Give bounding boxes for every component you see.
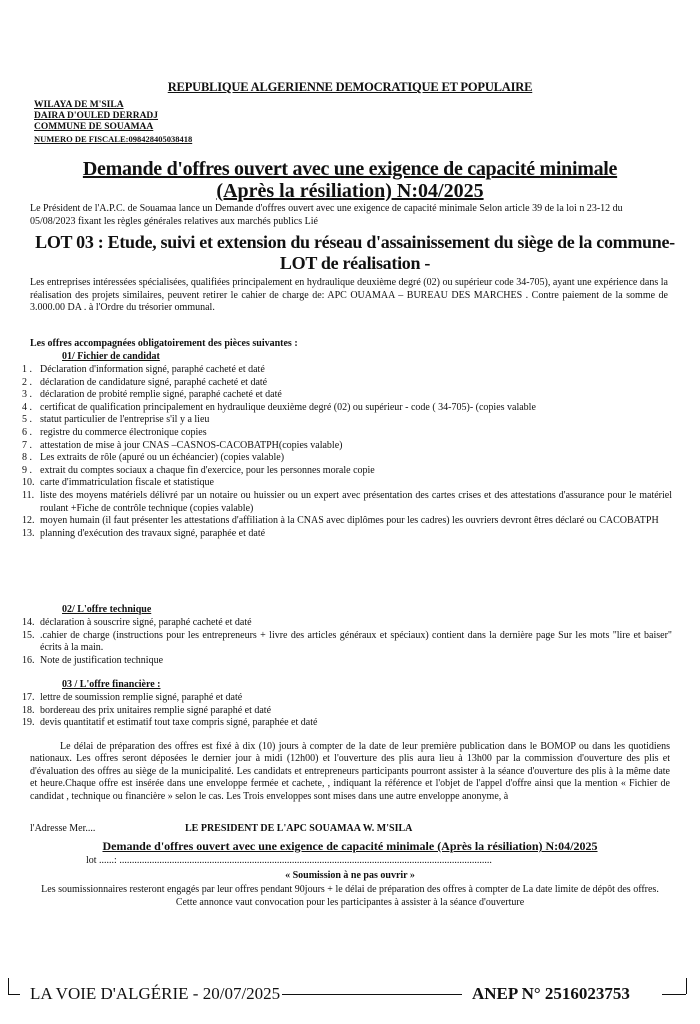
list-item — [22, 477, 672, 490]
list-item-number: 2 . — [22, 376, 32, 388]
list-item-text: devis quantitatif et estimatif tout taxe compris signé, paraphée et daté — [40, 717, 318, 729]
list-item-number: 9 . — [22, 464, 32, 476]
list-item-number: 13. — [22, 527, 35, 539]
footer-right-bracket — [686, 978, 687, 994]
list-item — [22, 440, 672, 453]
list-item-text: déclaration de candidature signé, paraphé cacheté et daté — [40, 376, 268, 388]
footer-middle-rule — [282, 994, 462, 995]
do-not-open-mention: « Soumission à ne pas ouvrir » — [285, 870, 415, 881]
list-item-text: liste des moyens matériels délivré par un notaire ou huissier ou un expert avec présentation des cartes crises et des attestations d'assurance pour le matériel roulant +Fiche de contrôle technique (copies valable) — [40, 489, 672, 514]
list-item — [22, 389, 672, 402]
list-item — [22, 427, 672, 440]
list-item-text: carte d'immatriculation fiscale et statistique — [40, 477, 214, 489]
list-item — [22, 452, 672, 465]
section-candidat-heading: 01/ Fichier de candidat — [62, 351, 160, 362]
description-paragraph: Les entreprises intéressées spécialisées, qualifiées principalement en hydraulique deuxième degré (02) ou supérieur code 34-705), ayant une expérience dans la réalisation des projets similaires, peuvent retirer le cahier de charge de: APC OUAMAA – BUREAU DES MARCHES . Contre paiement de la somme de 3.000.00 DA . à l'Ordre du trésorier ommunal. — [30, 277, 668, 314]
list-item-number: 11. — [22, 489, 35, 501]
list-item — [22, 377, 672, 390]
list-item-text: .cahier de charge (instructions pour les entrepreneurs + livre des articles généraux et spéciaux) contient dans la dernière page Sur les mots "lire et baiser" écrits à la main. — [40, 629, 672, 654]
intro-paragraph: Le Président de l'A.P.C. de Souamaa lance un Demande d'offres ouvert avec une exigence de capacité minimale Selon article 39 de la loi n 23-12 du 05/08/2023 fixant les règles générales relatives aux marchés publics Lié — [30, 203, 623, 227]
list-item-text: statut particulier de l'entreprise s'il y a lieu — [40, 414, 210, 426]
footer-left-bracket — [8, 978, 9, 994]
list-item — [22, 490, 672, 515]
administration-block — [34, 100, 192, 145]
list-item — [22, 414, 672, 427]
list-item-text: certificat de qualification principalement en hydraulique deuxième degré (02) ou supérieur - code ( 34-705)- (copies valable — [40, 401, 536, 413]
newspaper-source: LA VOIE D'ALGÉRIE - 20/07/2025 — [30, 984, 281, 1003]
list-item-number: 6 . — [22, 426, 32, 438]
technique-items-list — [22, 617, 672, 667]
list-item-text: Déclaration d'information signé, paraphé cacheté et daté — [40, 364, 265, 375]
lot-heading: LOT 03 : Etude, suivi et extension du réseau d'assainissement du siège de la commune- LOT de réalisation - — [35, 232, 675, 273]
wilaya-line: WILAYA DE M'SILA — [34, 100, 124, 110]
list-item — [22, 630, 672, 655]
list-item — [22, 402, 672, 415]
list-item-text: Les extraits de rôle (apuré ou un échéancier) (copies valable) — [40, 452, 285, 464]
republic-header: REPUBLIQUE ALGERIENNE DEMOCRATIQUE ET POPULAIRE — [167, 80, 533, 94]
list-item — [22, 717, 672, 730]
announcement-title: Demande d'offres ouvert avec une exigence de capacité minimale — [82, 158, 618, 180]
list-item-number: 18. — [22, 704, 35, 716]
documents-intro: Les offres accompagnées obligatoirement des pièces suivantes : — [30, 338, 298, 349]
president-signature: LE PRESIDENT DE L'APC SOUAMAA W. M'SILA — [185, 823, 413, 834]
fiscal-number-line: NUMERO DE FISCALE:098428405038418 — [34, 133, 193, 144]
announcement-title-number: (Après la résiliation) N:04/2025 — [216, 180, 484, 202]
address-signature-line — [30, 823, 680, 834]
candidat-items-list — [22, 364, 672, 540]
envelope-title: Demande d'offres ouvert avec une exigence de capacité minimale (Après la résiliation) N:04/2025 — [102, 839, 598, 853]
financiere-items-list — [22, 692, 672, 730]
list-item — [22, 617, 672, 630]
list-item-text: Note de justification technique — [40, 654, 164, 666]
section-financiere-heading: 03 / L'offre financière : — [62, 679, 161, 690]
list-item-number: 14. — [22, 617, 35, 628]
footer-left-rule — [8, 994, 20, 995]
list-item-number: 5 . — [22, 414, 32, 426]
footer-right-rule — [662, 994, 686, 995]
commune-line: COMMUNE DE SOUAMAA — [34, 122, 154, 133]
list-item-number: 1 . — [22, 364, 32, 375]
list-item-number: 16. — [22, 654, 35, 666]
list-item-number: 7 . — [22, 439, 32, 451]
list-item-number: 19. — [22, 717, 35, 729]
list-item-number: 17. — [22, 692, 35, 703]
list-item-text: attestation de mise à jour CNAS –CASNOS-CACOBATPH(copies valable) — [40, 439, 343, 451]
list-item-number: 12. — [22, 515, 35, 527]
footer — [0, 984, 700, 1014]
list-item-text: extrait du comptes sociaux a chaque fin d'exercice, pour les personnes morale copie — [40, 464, 375, 476]
list-item-number: 3 . — [22, 389, 32, 401]
list-item-text: lettre de soumission remplie signé, paraphé et daté — [40, 692, 243, 703]
list-item — [22, 465, 672, 478]
list-item — [22, 655, 672, 668]
list-item — [22, 705, 672, 718]
list-item-text: planning d'exécution des travaux signé, paraphée et daté — [40, 527, 266, 539]
address-text: l'Adresse Mer.... — [30, 823, 96, 834]
list-item-number: 10. — [22, 477, 35, 489]
list-item-text: moyen humain (il faut présenter les attestations d'affiliation à la CNAS avec diplômes pour les cadres) les ouvriers devront êtres déclaré ou CACOBATPH — [40, 515, 659, 527]
anep-number: ANEP N° 2516023753 — [472, 984, 630, 1003]
closing-paragraph: Les soumissionnaires resteront engagés par leur offres pendant 90jours + le délai de préparation des offres à compter de La date limite de dépôt des offres. Cette annonce vaut convocation pour les participantes à assister à la séance d'ouverture — [41, 884, 659, 908]
list-item-text: déclaration à souscrire signé, paraphé cacheté et daté — [40, 617, 252, 628]
section-technique-heading: 02/ L'offre technique — [62, 604, 152, 615]
list-item-text: registre du commerce électronique copies — [40, 426, 207, 438]
list-item-text: déclaration de probité remplie signé, paraphé cacheté et daté — [40, 389, 282, 401]
list-item — [22, 515, 672, 528]
list-item-number: 15. — [22, 629, 35, 641]
envelope-lot-line: lot ......: ..................................................................................................................................................... — [86, 855, 492, 866]
list-item-number: 8 . — [22, 452, 32, 464]
list-item-number: 4 . — [22, 401, 32, 413]
list-item — [22, 528, 672, 541]
list-item-text: bordereau des prix unitaires remplie signé paraphé et daté — [40, 704, 272, 716]
deadline-paragraph: Le délai de préparation des offres est fixé à dix (10) jours à compter de la date de leur première publication dans le BOMOP ou dans les quotidiens nationaux. Les offres seront déposées le dernier jour à midi (12h00) et l'ouverture des plis aura lieu à 13h00 par la commission d'ouverture des plis et d'évaluation des offres au siège de la municipalité. Les candidats et entrepreneurs participants pourront assister à la séance d'ouverture des plis à la même date et heure.Chaque offre est insérée dans une enveloppe fermée et cachete, , indiquant la référence et l'objet de l'appel d'offre ainsi que la mention « Fichier de candidat , technique ou financière » selon le cas. Les Trois enveloppes sont mises dans une autre enveloppe anonyme, à — [30, 741, 670, 802]
list-item — [22, 364, 672, 377]
list-item — [22, 692, 672, 705]
daira-line: DAIRA D'OULED DERRADJ — [34, 111, 159, 122]
